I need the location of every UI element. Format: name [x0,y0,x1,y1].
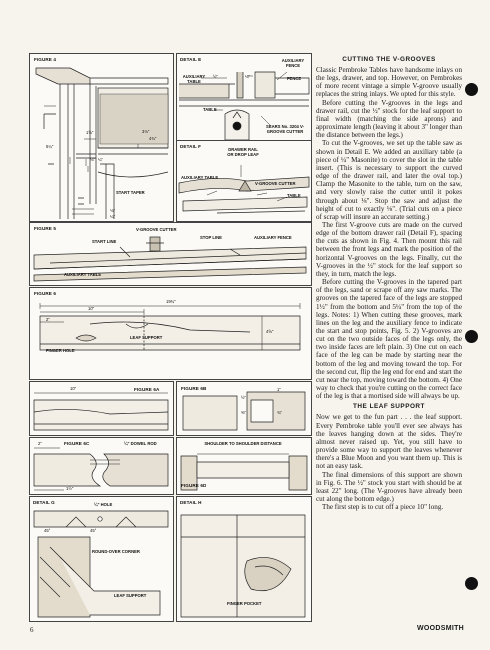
section-heading-leaf-support: THE LEAF SUPPORT [353,403,425,411]
figure-6-dim-height: 4⅝" [266,329,274,334]
figure-6a-title: FIGURE 6A [134,387,160,392]
figure-6 [29,287,312,380]
figure-4-dim-8: ¼" [110,214,115,219]
figure-4-dim-2: 3⅛" [142,129,150,134]
detail-f-aux-table: AUXILIARY TABLE [181,175,219,180]
detail-e-dim-half: ½" [213,74,218,79]
figure-6-dim-10: 10" [88,306,95,311]
figure-6-leaf-support: LEAF SUPPORT [130,335,163,340]
figure-4-dim-6: ¼" [98,157,103,162]
detail-h-title: DETAIL H [180,500,202,505]
figure-6b-title: FIGURE 6B [181,386,207,391]
detail-e-dim-quarter: ¼" [245,74,250,79]
detail-g-round-over: ROUND-OVER CORNER [92,549,140,554]
figure-5-stop-line: STOP LINE [200,235,222,240]
figure-6-title: FIGURE 6 [34,291,56,296]
binder-hole-bottom [465,577,478,590]
figure-5-start-line: START LINE [92,239,117,244]
figure-6b-dim-2: 1" [277,387,281,392]
figure-5-aux-table: AUXILIARY TABLE [64,272,102,277]
figure-6b [176,381,312,436]
figure-5-vgroove-cutter: V-GROOVE CUTTER [136,227,177,232]
article-paragraph: The final dimensions of this support are shown in Fig. 6. The ½" stock you start with should be at least 22" long. (The V-grooves have already been cut along the bottom edge.) [316,470,462,503]
figure-6d-title: FIGURE 6D [181,483,207,488]
article-column [316,56,462,511]
figure-6c-dim-1-5: 1½" [66,486,74,491]
detail-f-drawer-rail: DRAWER RAIL OR DROP LEAF [227,147,259,157]
article-paragraph: Now we get to the fun part . . . the leaf support. Every Pembroke table you'll ever see always has the leaves hanging down at the sides. They're almost never raised up. Yet, you still have to provide some way to support the leaves whenever there's a Blue Moon and you want them up. This is not an easy task. [316,413,462,471]
figure-5-title: FIGURE 5 [34,226,56,231]
figure-4-dim-1: 1⅝" [86,130,94,135]
binder-hole-middle [465,330,478,343]
figure-6d-shoulder: SHOULDER TO SHOULDER DISTANCE [204,441,282,446]
article-paragraph: The first step is to cut off a piece 10" long. [322,503,444,512]
detail-g-leaf-support: LEAF SUPPORT [114,593,147,598]
figure-4 [29,53,174,222]
figure-6b-dim-4: ¾" [277,410,282,415]
figure-4-dim-7: ⅛" [110,208,115,213]
detail-g-title: DETAIL G [33,500,55,505]
article-paragraph: Classic Pembroke Tables have handsome inlays on the legs, drawer, and top. However, on Pembrokes of more recent vintage a simple V-groove usually replaces the string inlays. We opted for this style. [316,66,462,99]
detail-g-angle-2: 45° [90,528,97,533]
figure-6c-dowel: ¼" DOWEL ROD [124,441,157,446]
figure-6-finger-hole: FINGER HOLE [46,348,75,353]
detail-f-table: TABLE [287,193,301,198]
binder-hole-top [465,83,478,96]
article-paragraph: The first V-groove cuts are made on the curved edge of the bottom drawer rail (Detail F), spacing the cuts as shown in Fig. 4. Then mount this rail between the front legs and mark the position of the horizontal V-grooves on the legs. Finally, cut the V-grooves in the ½" stock for the leaf support so they, in turn, match the legs. [316,220,462,278]
figure-4-dim-5: ⅛" [90,157,95,162]
detail-g-angle-1: 45° [44,528,51,533]
figure-5-aux-fence: AUXILIARY FENCE [254,235,292,240]
figure-6-dim-overall: 19¾" [166,299,176,304]
detail-f [176,140,312,222]
figure-6-dim-2: 2" [46,317,50,322]
detail-e-aux-table: AUXILIARY TABLE [182,74,206,84]
article-paragraph: Before cutting the V-grooves in the legs and drawer rail, cut the ½" stock for the leaf support to final width (matching the side aprons) and approximate length (leaving it about 3" longer than the distance between the legs.) [316,98,462,140]
magazine-name: WOODSMITH [417,625,465,632]
section-heading-vgrooves: CUTTING THE V-GROOVES [342,56,436,63]
detail-e-table: TABLE [203,107,217,112]
figure-4-title: FIGURE 4 [34,57,56,62]
detail-h-finger-pocket: FINGER POCKET [227,601,262,606]
page-number: 6 [30,626,34,634]
detail-e-fence: FENCE [287,76,302,81]
figure-4-dim-4: 5¼" [46,144,54,149]
detail-f-vgroove-cutter: V-GROOVE CUTTER [255,181,296,186]
detail-e-title: DETAIL E [180,57,202,62]
figure-5 [29,222,312,286]
figure-6c [29,437,174,495]
figure-6d [176,437,312,495]
detail-e-aux-fence: AUXILIARY FENCE [281,58,305,68]
figure-6c-title: FIGURE 6C [64,441,90,446]
figure-6b-dim-3: ⅜" [241,410,246,415]
figure-6c-drawing [30,438,173,494]
detail-h [176,496,312,622]
detail-g-drawing [30,497,173,621]
figure-6a [29,381,174,436]
start-taper-label: START TAPER [116,190,145,195]
detail-e-cutter: SEARS No. 3204 V-GROOVE CUTTER [266,124,304,134]
detail-f-title: DETAIL F [180,144,202,149]
detail-g-hole: ¼" HOLE [94,502,113,507]
article-paragraph: Before cutting the V-grooves in the tapered part of the legs, sand or scrape off any saw marks. The grooves on the tapered face of the legs are stopped 1½" from the bottom and 5¼" from the top of the legs. Notes: 1) When cutting these grooves, mark lines on the leg and the auxiliary fence to indicate the start and stop points, Fig. 5. 2) V-grooves are cut on the two outside faces of the legs only, the two inside faces are left plain. 3) One cut on each face of the leg can be made by starting near the bottom of the leg and moving toward the top. For the second cut, flip the leg end for end and start the cut near the top, moving toward the bottom. 4) One way to check that you're cutting on the correct face of the leg is that a mortised side will always be up. [316,278,462,401]
figure-6b-dim-1: ½" [241,395,246,400]
detail-g [29,496,174,622]
figure-4-dim-3: 4¾" [149,136,157,141]
article-paragraph: To cut the V-grooves, we set up the table saw as shown in Detail E. We added an auxiliary table (a piece of ¼" Masonite) to cover the slot in the table insert. (This is necessary to support the curved edge of the drawer rail, and later the oval top.) Clamp the Masonite to the table, turn on the saw, and very slowly raise the cutter until it pokes through about ⅛". Stop the saw and adjust the height of cut to exactly ⅛". (Trial cuts on a piece of scrap will insure an accurate setting.) [316,139,462,221]
figure-6a-dim: 10" [70,386,77,391]
figure-6c-dim-2: 2" [38,441,42,446]
detail-e [176,53,312,143]
